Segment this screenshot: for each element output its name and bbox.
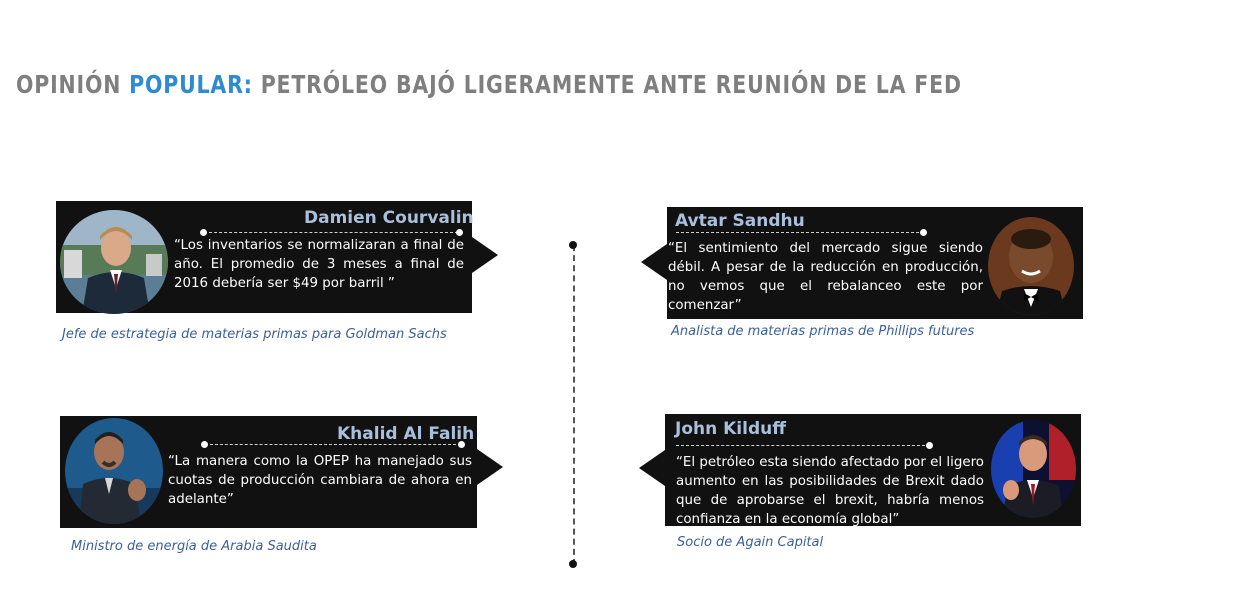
person-role: Jefe de estrategia de materias primas para Goldman Sachs [62, 327, 447, 342]
person-name: Khalid Al Falih [337, 424, 475, 444]
divider-bottom-dot [569, 560, 577, 568]
rule-dot [926, 442, 933, 449]
card-pointer [472, 237, 498, 273]
person-role: Analista de materias primas de Phillips futures [671, 324, 975, 339]
name-rule [205, 444, 461, 445]
title-part-1: OPINIÓN [16, 70, 130, 99]
person-name: Avtar Sandhu [675, 211, 805, 231]
name-rule [676, 232, 924, 233]
person-name: Damien Courvalin [304, 208, 474, 228]
rule-dot [200, 229, 207, 236]
avatar-courvalin [60, 210, 168, 314]
page-title [16, 70, 962, 99]
rule-dot [201, 441, 208, 448]
avatar-al-falih [65, 418, 163, 524]
name-rule [204, 232, 458, 233]
person-quote: “El petróleo esta siendo afectado por el ligero aumento en las posibilidades de Brexit dado que de aprobarse el brexit, habría menos confianza en la economía global” [676, 455, 984, 527]
person-quote: “El sentimiento del mercado sigue siendo débil. A pesar de la reducción en producción, no vemos que el rebalanceo este por comenzar” [668, 241, 983, 313]
rule-dot [920, 229, 927, 236]
person-role: Ministro de energía de Arabia Saudita [71, 539, 317, 554]
center-divider [573, 245, 575, 565]
divider-top-dot [569, 241, 577, 249]
person-name: John Kilduff [675, 419, 786, 439]
person-quote: “Los inventarios se normalizaran a final de año. El promedio de 3 meses a final de 2016 debería ser $49 por barril ” [174, 238, 464, 291]
title-part-3: PETRÓLEO BAJÓ LIGERAMENTE ANTE REUNIÓN DE LA FED [252, 70, 962, 99]
card-pointer [477, 449, 503, 485]
title-accent: POPULAR: [129, 70, 253, 99]
card-pointer [639, 450, 665, 486]
avatar-sandhu [988, 217, 1074, 315]
name-rule [676, 445, 930, 446]
avatar-kilduff [991, 420, 1076, 518]
person-role: Socio de Again Capital [677, 535, 824, 550]
person-quote: “La manera como la OPEP ha manejado sus cuotas de producción cambiara de ahora en adelante” [168, 454, 472, 507]
rule-dot [456, 229, 463, 236]
card-pointer [641, 244, 667, 280]
